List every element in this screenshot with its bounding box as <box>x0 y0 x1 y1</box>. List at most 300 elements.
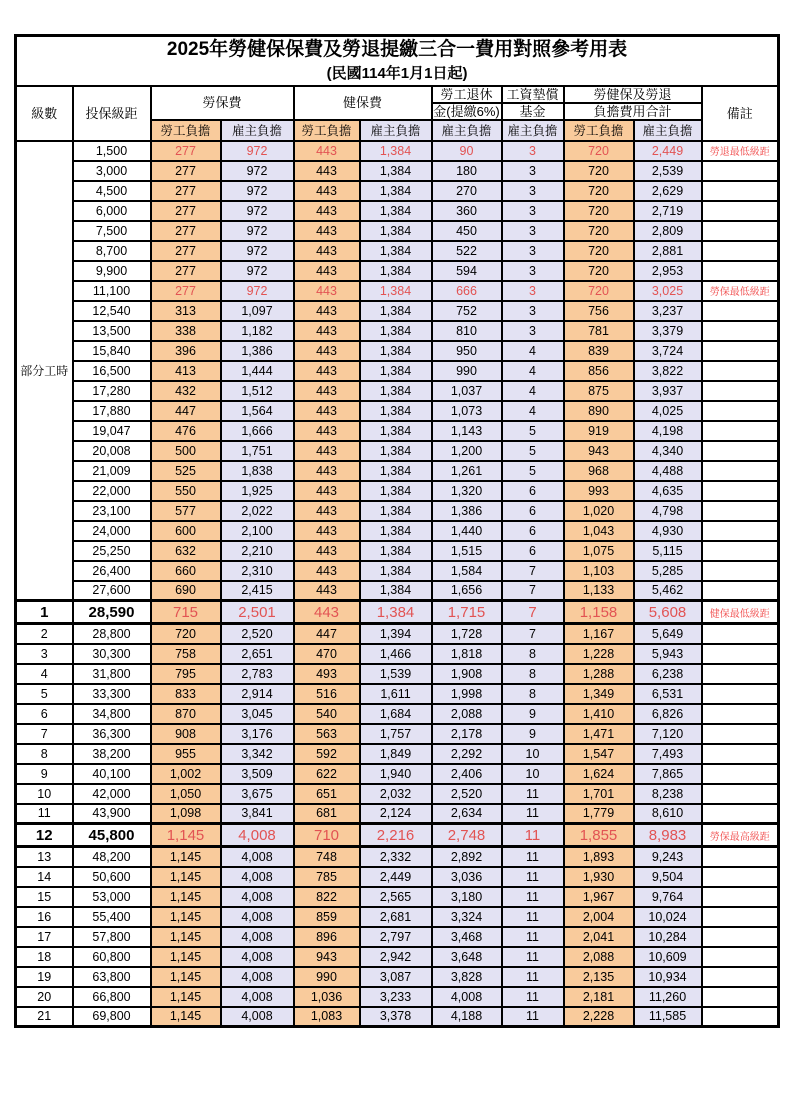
value-cell: 681 <box>294 804 360 824</box>
value-cell: 1,930 <box>564 867 634 887</box>
value-cell: 6 <box>502 521 564 541</box>
value-cell: 11 <box>502 887 564 907</box>
value-cell: 622 <box>294 764 360 784</box>
level-cell: 19 <box>16 967 73 987</box>
value-cell: 277 <box>151 201 221 221</box>
value-cell: 7 <box>502 624 564 644</box>
value-cell: 1,584 <box>432 561 502 581</box>
value-cell: 4,008 <box>221 967 294 987</box>
value-cell: 1,410 <box>564 704 634 724</box>
value-cell: 908 <box>151 724 221 744</box>
value-cell: 1,998 <box>432 684 502 704</box>
remark-cell <box>702 947 779 967</box>
value-cell: 1,349 <box>564 684 634 704</box>
value-cell: 3,675 <box>221 784 294 804</box>
value-cell: 5,462 <box>634 581 702 601</box>
table-row <box>16 744 779 764</box>
value-cell: 277 <box>151 181 221 201</box>
value-cell: 752 <box>432 301 502 321</box>
value-cell: 2,719 <box>634 201 702 221</box>
value-cell: 5,285 <box>634 561 702 581</box>
value-cell: 1,715 <box>432 601 502 624</box>
table-row <box>16 947 779 967</box>
value-cell: 1,908 <box>432 664 502 684</box>
remark-cell <box>702 764 779 784</box>
level-cell: 21 <box>16 1007 73 1027</box>
value-cell: 632 <box>151 541 221 561</box>
value-cell: 2,449 <box>360 867 432 887</box>
table-row <box>16 784 779 804</box>
value-cell: 1,656 <box>432 581 502 601</box>
value-cell: 443 <box>294 521 360 541</box>
value-cell: 3,237 <box>634 301 702 321</box>
value-cell: 720 <box>564 141 634 161</box>
subheader-labor-employee: 勞工負擔 <box>151 120 221 141</box>
level-cell: 17 <box>16 927 73 947</box>
value-cell: 9,504 <box>634 867 702 887</box>
value-cell: 9 <box>502 704 564 724</box>
value-cell: 1,818 <box>432 644 502 664</box>
value-cell: 476 <box>151 421 221 441</box>
value-cell: 10 <box>502 744 564 764</box>
value-cell: 1,384 <box>360 461 432 481</box>
table-row <box>16 724 779 744</box>
value-cell: 972 <box>221 281 294 301</box>
value-cell: 3,378 <box>360 1007 432 1027</box>
table-row <box>16 581 779 601</box>
value-cell: 2,783 <box>221 664 294 684</box>
value-cell: 690 <box>151 581 221 601</box>
value-cell: 990 <box>294 967 360 987</box>
bracket-cell: 69,800 <box>73 1007 151 1027</box>
value-cell: 500 <box>151 441 221 461</box>
value-cell: 313 <box>151 301 221 321</box>
value-cell: 1,384 <box>360 561 432 581</box>
value-cell: 5 <box>502 461 564 481</box>
value-cell: 1,684 <box>360 704 432 724</box>
value-cell: 600 <box>151 521 221 541</box>
remark-cell <box>702 541 779 561</box>
value-cell: 1,384 <box>360 381 432 401</box>
value-cell: 592 <box>294 744 360 764</box>
value-cell: 277 <box>151 241 221 261</box>
value-cell: 1,855 <box>564 824 634 847</box>
col-header-remark: 備註 <box>702 86 779 141</box>
col-header-total-line1: 勞健保及勞退 <box>564 86 702 103</box>
value-cell: 710 <box>294 824 360 847</box>
value-cell: 7 <box>502 561 564 581</box>
value-cell: 1,384 <box>360 161 432 181</box>
bracket-cell: 34,800 <box>73 704 151 724</box>
bracket-cell: 1,500 <box>73 141 151 161</box>
table-row <box>16 401 779 421</box>
value-cell: 470 <box>294 644 360 664</box>
value-cell: 8 <box>502 684 564 704</box>
remark-cell <box>702 804 779 824</box>
value-cell: 896 <box>294 927 360 947</box>
table-row <box>16 644 779 664</box>
value-cell: 4,930 <box>634 521 702 541</box>
value-cell: 1,394 <box>360 624 432 644</box>
col-header-bracket: 投保級距 <box>73 86 151 141</box>
col-header-total-line2: 負擔費用合計 <box>564 103 702 120</box>
bracket-cell: 30,300 <box>73 644 151 664</box>
value-cell: 594 <box>432 261 502 281</box>
value-cell: 4,008 <box>221 907 294 927</box>
table-row <box>16 927 779 947</box>
value-cell: 522 <box>432 241 502 261</box>
value-cell: 3,176 <box>221 724 294 744</box>
value-cell: 443 <box>294 361 360 381</box>
bracket-cell: 12,540 <box>73 301 151 321</box>
value-cell: 2,088 <box>432 704 502 724</box>
remark-cell <box>702 241 779 261</box>
table-row <box>16 141 779 161</box>
value-cell: 443 <box>294 381 360 401</box>
value-cell: 2,135 <box>564 967 634 987</box>
remark-cell <box>702 301 779 321</box>
value-cell: 1,384 <box>360 181 432 201</box>
value-cell: 1,043 <box>564 521 634 541</box>
bracket-cell: 17,880 <box>73 401 151 421</box>
value-cell: 6,238 <box>634 664 702 684</box>
remark-cell: 健保最低級距 <box>702 601 779 624</box>
value-cell: 1,288 <box>564 664 634 684</box>
bracket-cell: 13,500 <box>73 321 151 341</box>
value-cell: 2,088 <box>564 947 634 967</box>
value-cell: 540 <box>294 704 360 724</box>
remark-cell <box>702 867 779 887</box>
value-cell: 758 <box>151 644 221 664</box>
value-cell: 1,158 <box>564 601 634 624</box>
remark-cell <box>702 321 779 341</box>
title-row <box>16 36 779 86</box>
value-cell: 1,145 <box>151 867 221 887</box>
value-cell: 660 <box>151 561 221 581</box>
value-cell: 10 <box>502 764 564 784</box>
value-cell: 1,564 <box>221 401 294 421</box>
value-cell: 1,145 <box>151 967 221 987</box>
value-cell: 4,008 <box>221 927 294 947</box>
value-cell: 1,384 <box>360 421 432 441</box>
value-cell: 1,757 <box>360 724 432 744</box>
remark-cell <box>702 847 779 867</box>
value-cell: 1,384 <box>360 401 432 421</box>
col-header-health-insurance: 健保費 <box>294 86 432 120</box>
table-row <box>16 321 779 341</box>
table-row <box>16 907 779 927</box>
remark-cell <box>702 907 779 927</box>
value-cell: 11 <box>502 867 564 887</box>
table-row <box>16 381 779 401</box>
remark-cell <box>702 441 779 461</box>
value-cell: 2,809 <box>634 221 702 241</box>
bracket-cell: 53,000 <box>73 887 151 907</box>
value-cell: 1,384 <box>360 221 432 241</box>
table-row <box>16 541 779 561</box>
table-row <box>16 764 779 784</box>
value-cell: 1,512 <box>221 381 294 401</box>
level-cell: 2 <box>16 624 73 644</box>
value-cell: 1,384 <box>360 581 432 601</box>
value-cell: 11 <box>502 784 564 804</box>
value-cell: 2,310 <box>221 561 294 581</box>
remark-cell: 勞退最低級距 <box>702 141 779 161</box>
value-cell: 972 <box>221 261 294 281</box>
value-cell: 1,666 <box>221 421 294 441</box>
value-cell: 11 <box>502 967 564 987</box>
value-cell: 4 <box>502 381 564 401</box>
value-cell: 1,444 <box>221 361 294 381</box>
table-row <box>16 624 779 644</box>
value-cell: 720 <box>564 161 634 181</box>
bracket-cell: 31,800 <box>73 664 151 684</box>
value-cell: 1,200 <box>432 441 502 461</box>
value-cell: 1,145 <box>151 907 221 927</box>
remark-cell <box>702 501 779 521</box>
bracket-cell: 6,000 <box>73 201 151 221</box>
value-cell: 11,260 <box>634 987 702 1007</box>
value-cell: 1,624 <box>564 764 634 784</box>
value-cell: 4,488 <box>634 461 702 481</box>
value-cell: 4 <box>502 401 564 421</box>
value-cell: 4,008 <box>221 824 294 847</box>
value-cell: 10,024 <box>634 907 702 927</box>
value-cell: 4 <box>502 361 564 381</box>
value-cell: 1,893 <box>564 847 634 867</box>
value-cell: 822 <box>294 887 360 907</box>
value-cell: 443 <box>294 281 360 301</box>
value-cell: 1,020 <box>564 501 634 521</box>
value-cell: 3,036 <box>432 867 502 887</box>
value-cell: 443 <box>294 301 360 321</box>
level-cell: 15 <box>16 887 73 907</box>
value-cell: 1,384 <box>360 241 432 261</box>
subheader-total-employee: 勞工負擔 <box>564 120 634 141</box>
value-cell: 2,501 <box>221 601 294 624</box>
subheader-health-employee: 勞工負擔 <box>294 120 360 141</box>
value-cell: 450 <box>432 221 502 241</box>
value-cell: 1,440 <box>432 521 502 541</box>
value-cell: 1,515 <box>432 541 502 561</box>
value-cell: 338 <box>151 321 221 341</box>
value-cell: 360 <box>432 201 502 221</box>
value-cell: 972 <box>221 161 294 181</box>
level-cell: 12 <box>16 824 73 847</box>
value-cell: 1,143 <box>432 421 502 441</box>
value-cell: 1,384 <box>360 301 432 321</box>
value-cell: 443 <box>294 241 360 261</box>
value-cell: 2,629 <box>634 181 702 201</box>
value-cell: 795 <box>151 664 221 684</box>
value-cell: 3,087 <box>360 967 432 987</box>
value-cell: 4,008 <box>432 987 502 1007</box>
value-cell: 943 <box>294 947 360 967</box>
remark-cell <box>702 361 779 381</box>
value-cell: 1,384 <box>360 501 432 521</box>
value-cell: 1,539 <box>360 664 432 684</box>
remark-cell <box>702 784 779 804</box>
value-cell: 11 <box>502 804 564 824</box>
value-cell: 8,610 <box>634 804 702 824</box>
value-cell: 1,384 <box>360 601 432 624</box>
value-cell: 1,384 <box>360 321 432 341</box>
value-cell: 4,340 <box>634 441 702 461</box>
value-cell: 2,748 <box>432 824 502 847</box>
bracket-cell: 20,008 <box>73 441 151 461</box>
value-cell: 4,008 <box>221 887 294 907</box>
remark-cell <box>702 201 779 221</box>
value-cell: 1,384 <box>360 441 432 461</box>
value-cell: 1,547 <box>564 744 634 764</box>
value-cell: 870 <box>151 704 221 724</box>
remark-cell <box>702 581 779 601</box>
value-cell: 413 <box>151 361 221 381</box>
value-cell: 277 <box>151 281 221 301</box>
value-cell: 2,881 <box>634 241 702 261</box>
value-cell: 5 <box>502 421 564 441</box>
value-cell: 1,779 <box>564 804 634 824</box>
value-cell: 4,008 <box>221 847 294 867</box>
bracket-cell: 3,000 <box>73 161 151 181</box>
value-cell: 1,037 <box>432 381 502 401</box>
table-row <box>16 281 779 301</box>
value-cell: 1,384 <box>360 201 432 221</box>
value-cell: 972 <box>221 141 294 161</box>
level-cell: 1 <box>16 601 73 624</box>
value-cell: 1,145 <box>151 1007 221 1027</box>
value-cell: 1,320 <box>432 481 502 501</box>
value-cell: 443 <box>294 601 360 624</box>
value-cell: 919 <box>564 421 634 441</box>
value-cell: 563 <box>294 724 360 744</box>
remark-cell <box>702 887 779 907</box>
subheader-fund-employer: 雇主負擔 <box>502 120 564 141</box>
value-cell: 11 <box>502 987 564 1007</box>
value-cell: 1,466 <box>360 644 432 664</box>
bracket-cell: 9,900 <box>73 261 151 281</box>
value-cell: 1,145 <box>151 927 221 947</box>
table-row <box>16 461 779 481</box>
level-cell: 6 <box>16 704 73 724</box>
premium-comparison-table <box>14 34 780 1028</box>
value-cell: 2,178 <box>432 724 502 744</box>
bracket-cell: 22,000 <box>73 481 151 501</box>
value-cell: 2,181 <box>564 987 634 1007</box>
table-row <box>16 664 779 684</box>
remark-cell <box>702 1007 779 1027</box>
value-cell: 443 <box>294 581 360 601</box>
value-cell: 11 <box>502 824 564 847</box>
value-cell: 972 <box>221 181 294 201</box>
value-cell: 270 <box>432 181 502 201</box>
value-cell: 3 <box>502 221 564 241</box>
value-cell: 2,415 <box>221 581 294 601</box>
value-cell: 2,210 <box>221 541 294 561</box>
remark-cell <box>702 744 779 764</box>
value-cell: 7 <box>502 581 564 601</box>
bracket-cell: 33,300 <box>73 684 151 704</box>
value-cell: 2,651 <box>221 644 294 664</box>
remark-cell <box>702 341 779 361</box>
remark-cell <box>702 927 779 947</box>
value-cell: 3 <box>502 141 564 161</box>
subheader-total-employer: 雇主負擔 <box>634 120 702 141</box>
value-cell: 2,892 <box>432 847 502 867</box>
remark-cell <box>702 684 779 704</box>
value-cell: 3,937 <box>634 381 702 401</box>
reference-table-sheet <box>14 34 780 1028</box>
value-cell: 720 <box>564 221 634 241</box>
value-cell: 3,324 <box>432 907 502 927</box>
value-cell: 651 <box>294 784 360 804</box>
value-cell: 1,083 <box>294 1007 360 1027</box>
value-cell: 720 <box>564 241 634 261</box>
table-row <box>16 867 779 887</box>
value-cell: 666 <box>432 281 502 301</box>
value-cell: 2,520 <box>221 624 294 644</box>
subheader-health-employer: 雇主負擔 <box>360 120 432 141</box>
value-cell: 3,648 <box>432 947 502 967</box>
value-cell: 277 <box>151 161 221 181</box>
value-cell: 9 <box>502 724 564 744</box>
value-cell: 785 <box>294 867 360 887</box>
value-cell: 4,008 <box>221 867 294 887</box>
value-cell: 577 <box>151 501 221 521</box>
col-header-pension-line2: 金(提繳6%) <box>433 103 500 119</box>
col-header-labor-insurance: 勞保費 <box>151 86 294 120</box>
value-cell: 1,228 <box>564 644 634 664</box>
level-cell: 20 <box>16 987 73 1007</box>
value-cell: 2,565 <box>360 887 432 907</box>
value-cell: 2,942 <box>360 947 432 967</box>
value-cell: 9,764 <box>634 887 702 907</box>
value-cell: 1,145 <box>151 887 221 907</box>
page-title: 2025年勞健保保費及勞退提繳三合一費用對照參考用表 <box>166 39 628 61</box>
bracket-cell: 40,100 <box>73 764 151 784</box>
remark-cell <box>702 664 779 684</box>
value-cell: 3,828 <box>432 967 502 987</box>
title-cell <box>16 36 779 86</box>
remark-cell <box>702 421 779 441</box>
value-cell: 8,238 <box>634 784 702 804</box>
value-cell: 1,751 <box>221 441 294 461</box>
value-cell: 2,124 <box>360 804 432 824</box>
value-cell: 3,045 <box>221 704 294 724</box>
bracket-cell: 8,700 <box>73 241 151 261</box>
table-row <box>16 421 779 441</box>
value-cell: 10,284 <box>634 927 702 947</box>
value-cell: 1,075 <box>564 541 634 561</box>
value-cell: 10,934 <box>634 967 702 987</box>
value-cell: 8 <box>502 644 564 664</box>
value-cell: 1,182 <box>221 321 294 341</box>
value-cell: 443 <box>294 561 360 581</box>
value-cell: 1,611 <box>360 684 432 704</box>
table-row <box>16 987 779 1007</box>
value-cell: 781 <box>564 321 634 341</box>
value-cell: 2,914 <box>221 684 294 704</box>
value-cell: 2,953 <box>634 261 702 281</box>
value-cell: 443 <box>294 421 360 441</box>
value-cell: 720 <box>564 281 634 301</box>
value-cell: 3 <box>502 241 564 261</box>
value-cell: 7,865 <box>634 764 702 784</box>
table-row <box>16 201 779 221</box>
level-cell: 5 <box>16 684 73 704</box>
bracket-cell: 50,600 <box>73 867 151 887</box>
value-cell: 1,145 <box>151 824 221 847</box>
